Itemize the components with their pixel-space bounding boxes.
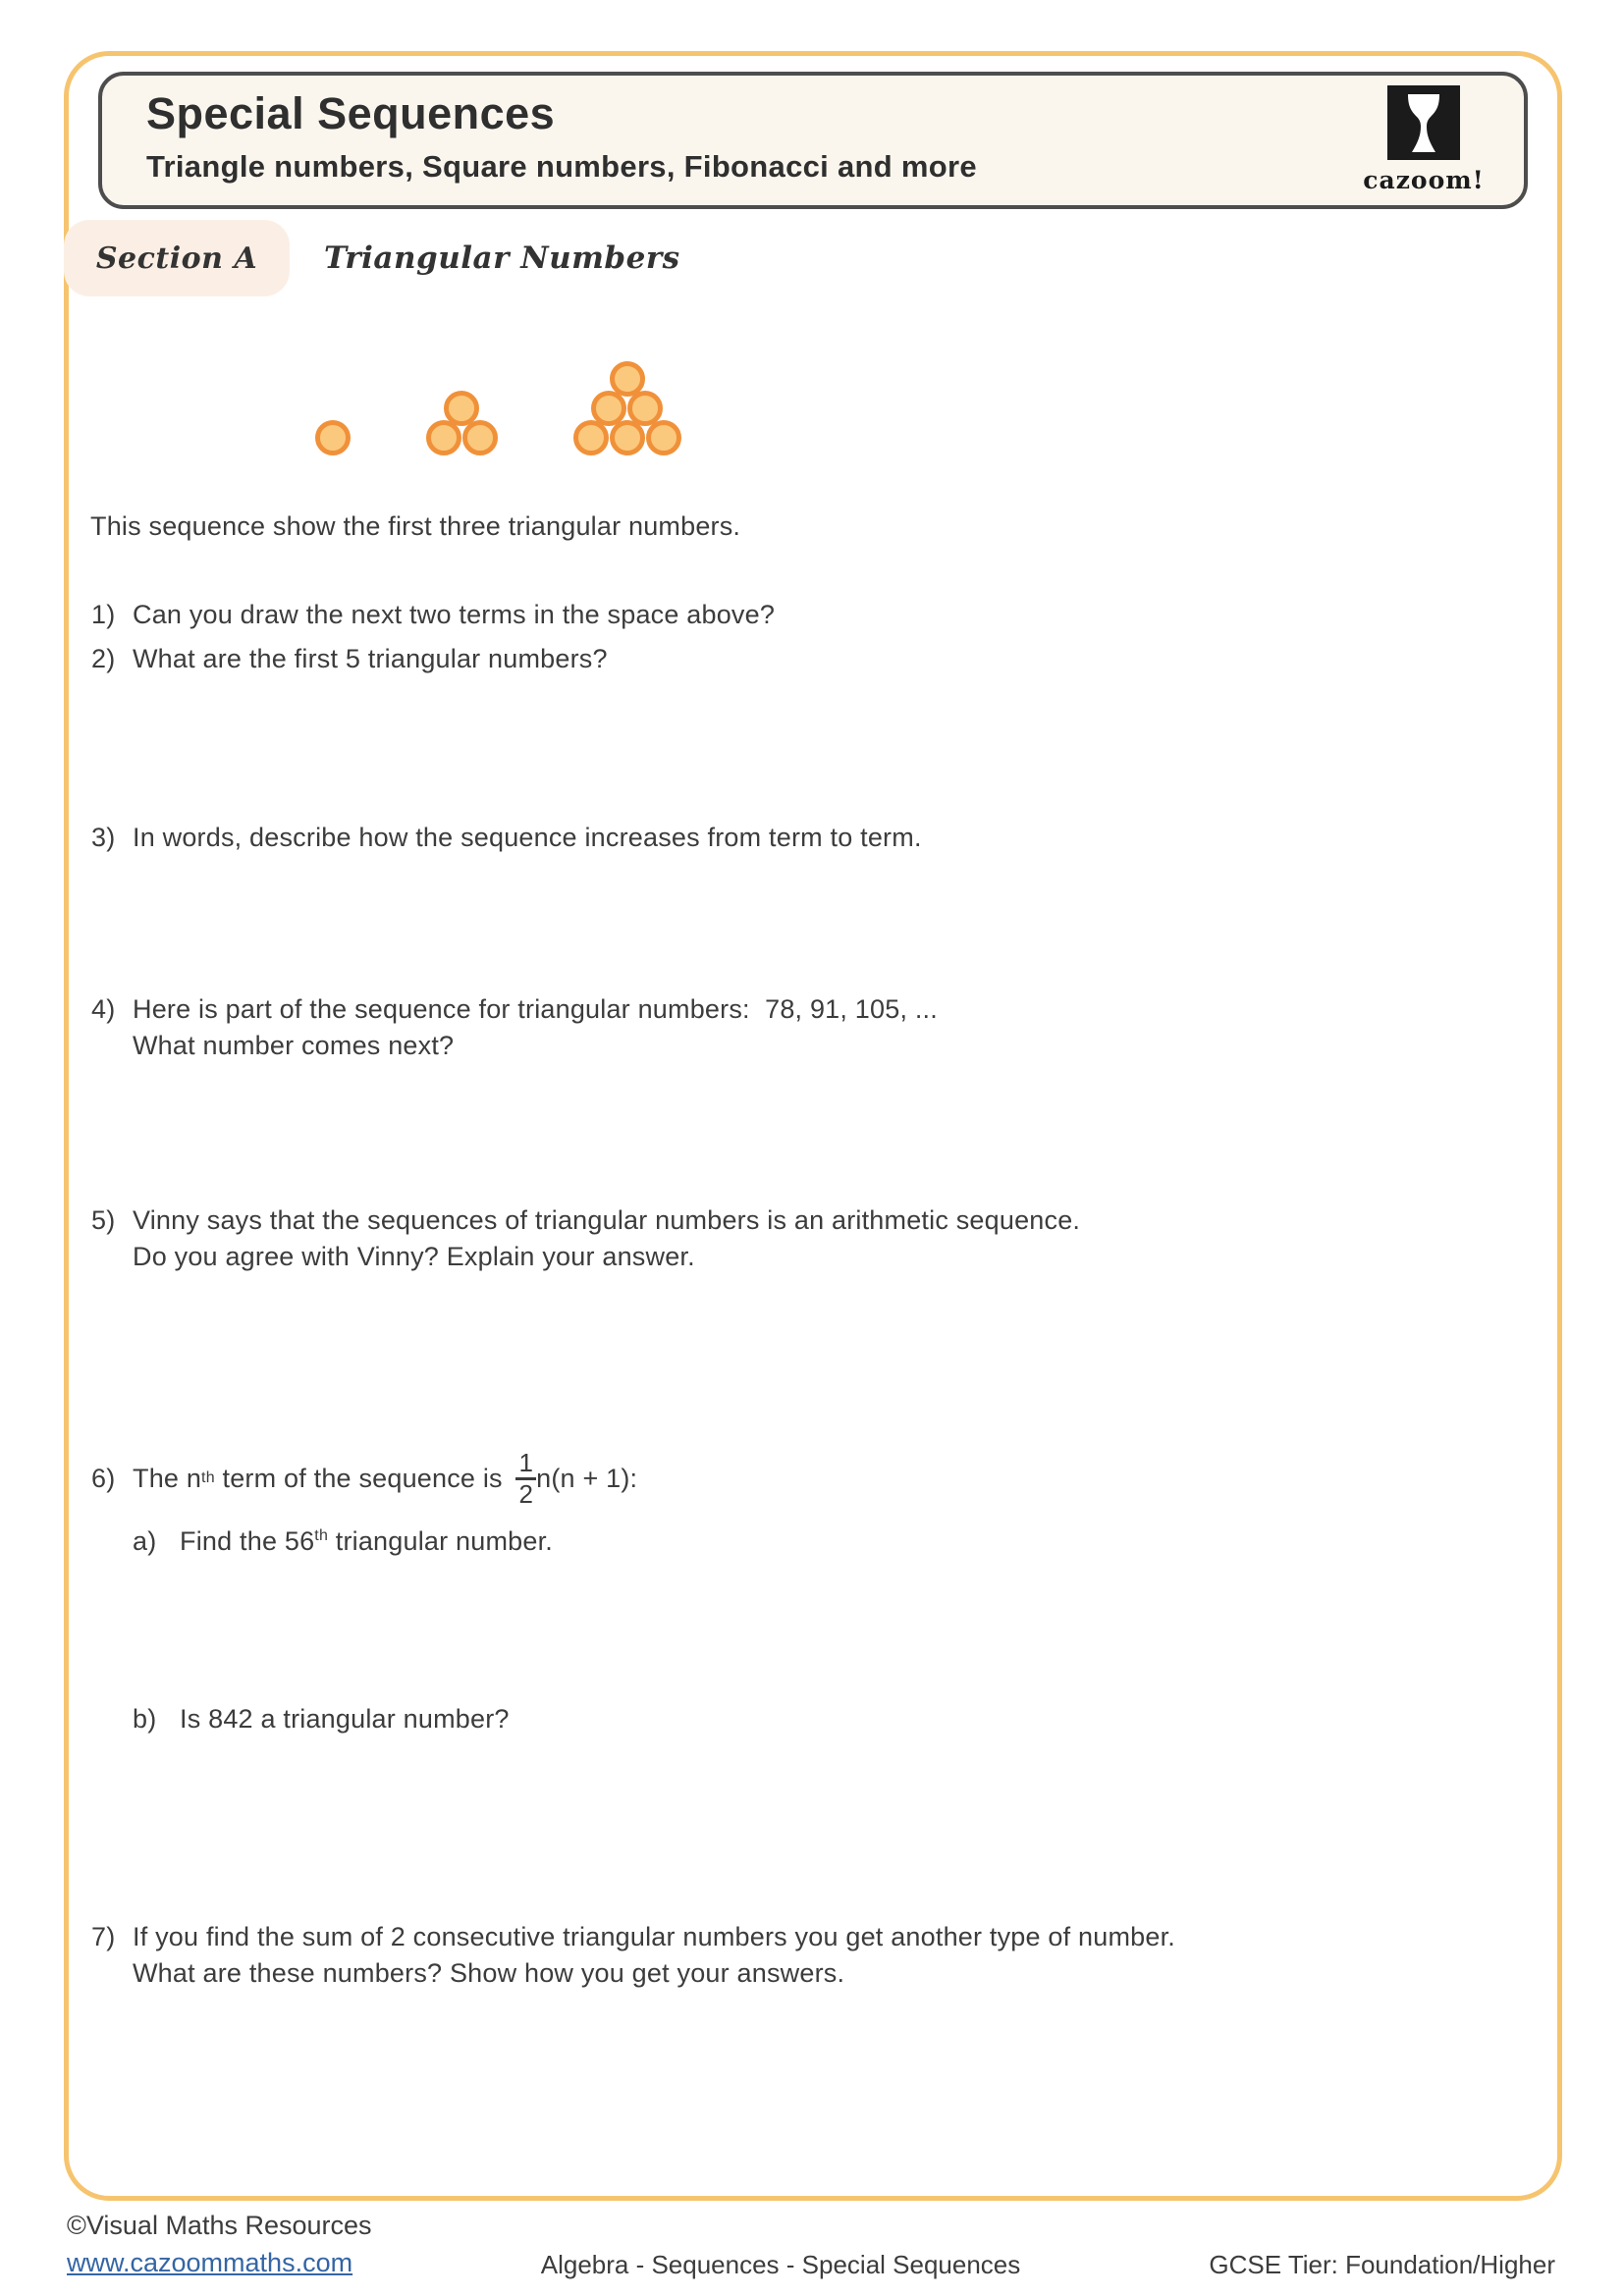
question-6 <box>91 1446 637 1511</box>
question-text: Do you agree with Vinny? Explain your answer. <box>133 1242 695 1271</box>
question-number: 5) <box>91 1205 116 1235</box>
question-letter: b) <box>133 1704 157 1734</box>
question-text <box>180 1523 553 1560</box>
q6-text-mid: term of the sequence is <box>214 1463 511 1493</box>
question-number: 2) <box>91 644 116 673</box>
section-badge <box>64 220 290 296</box>
triangular-numbers-diagram <box>314 351 681 455</box>
question-number: 1) <box>91 600 116 629</box>
fraction-one-half <box>515 1447 536 1509</box>
question-letter: a) <box>133 1526 157 1556</box>
worksheet-border-frame <box>64 51 1562 2201</box>
term-1-dots <box>314 420 351 455</box>
question-text: Can you draw the next two terms in the space above? <box>133 600 776 629</box>
question-text: In words, describe how the sequence increases from term to term. <box>133 823 922 852</box>
copyright-text: ©Visual Maths Resources <box>67 2211 372 2240</box>
footer-tier: GCSE Tier: Foundation/Higher <box>1209 2250 1555 2279</box>
dot <box>462 420 498 455</box>
question-number: 4) <box>91 994 116 1024</box>
header-box <box>98 72 1528 209</box>
question-7 <box>91 1919 1175 1992</box>
question-1 <box>91 597 775 633</box>
question-text: What are these numbers? Show how you get your answers. <box>133 1958 845 1988</box>
question-text: What number comes next? <box>133 1031 455 1060</box>
website-link[interactable]: www.cazoommaths.com <box>67 2248 353 2277</box>
q6a-superscript: th <box>314 1527 329 1544</box>
question-4 <box>91 991 938 1064</box>
term-2-dots <box>425 391 498 455</box>
dot <box>426 420 461 455</box>
fraction-numerator: 1 <box>515 1450 536 1480</box>
dot <box>573 420 609 455</box>
q6-text-post: n(n + 1): <box>536 1463 638 1493</box>
question-3 <box>91 820 922 856</box>
intro-text: This sequence show the first three triangular numbers. <box>90 511 741 541</box>
cazoom-logo <box>1365 85 1483 194</box>
question-text: What are the first 5 triangular numbers? <box>133 644 608 673</box>
logo-wordmark: cazoom! <box>1363 166 1485 194</box>
section-badge-label: Section A <box>95 240 258 276</box>
question-6b <box>133 1701 510 1737</box>
question-text: Is 842 a triangular number? <box>180 1704 510 1734</box>
q6a-text-pre: Find the 56 <box>180 1526 315 1556</box>
section-title: Triangular Numbers <box>324 240 680 276</box>
question-5 <box>91 1202 1080 1275</box>
question-number: 6) <box>91 1463 116 1493</box>
fraction-denominator: 2 <box>518 1478 534 1509</box>
page-subtitle: Triangle numbers, Square numbers, Fibonacci and more <box>146 149 977 184</box>
question-2 <box>91 641 608 677</box>
question-6a <box>133 1523 553 1560</box>
question-text: The n th term of the sequence is $\frac{1}{2}$ n(n + 1): <box>133 1447 638 1509</box>
question-number: 3) <box>91 823 116 852</box>
term-3-dots <box>572 361 681 455</box>
question-number: 7) <box>91 1922 116 1951</box>
q6a-text-post: triangular number. <box>328 1526 553 1556</box>
q6-text-pre: The n <box>133 1463 202 1493</box>
question-text: If you find the sum of 2 consecutive triangular numbers you get another type of number. <box>133 1922 1176 1951</box>
question-text: Vinny says that the sequences of triangular numbers is an arithmetic sequence. <box>133 1205 1081 1235</box>
footer-category: Algebra - Sequences - Special Sequences <box>540 2250 1021 2279</box>
question-text: Here is part of the sequence for triangular numbers: 78, 91, 105, ... <box>133 994 938 1024</box>
djembe-drum-icon <box>1387 85 1460 165</box>
dot <box>315 420 351 455</box>
dot <box>610 420 645 455</box>
page-title: Special Sequences <box>146 88 556 138</box>
dot <box>646 420 681 455</box>
